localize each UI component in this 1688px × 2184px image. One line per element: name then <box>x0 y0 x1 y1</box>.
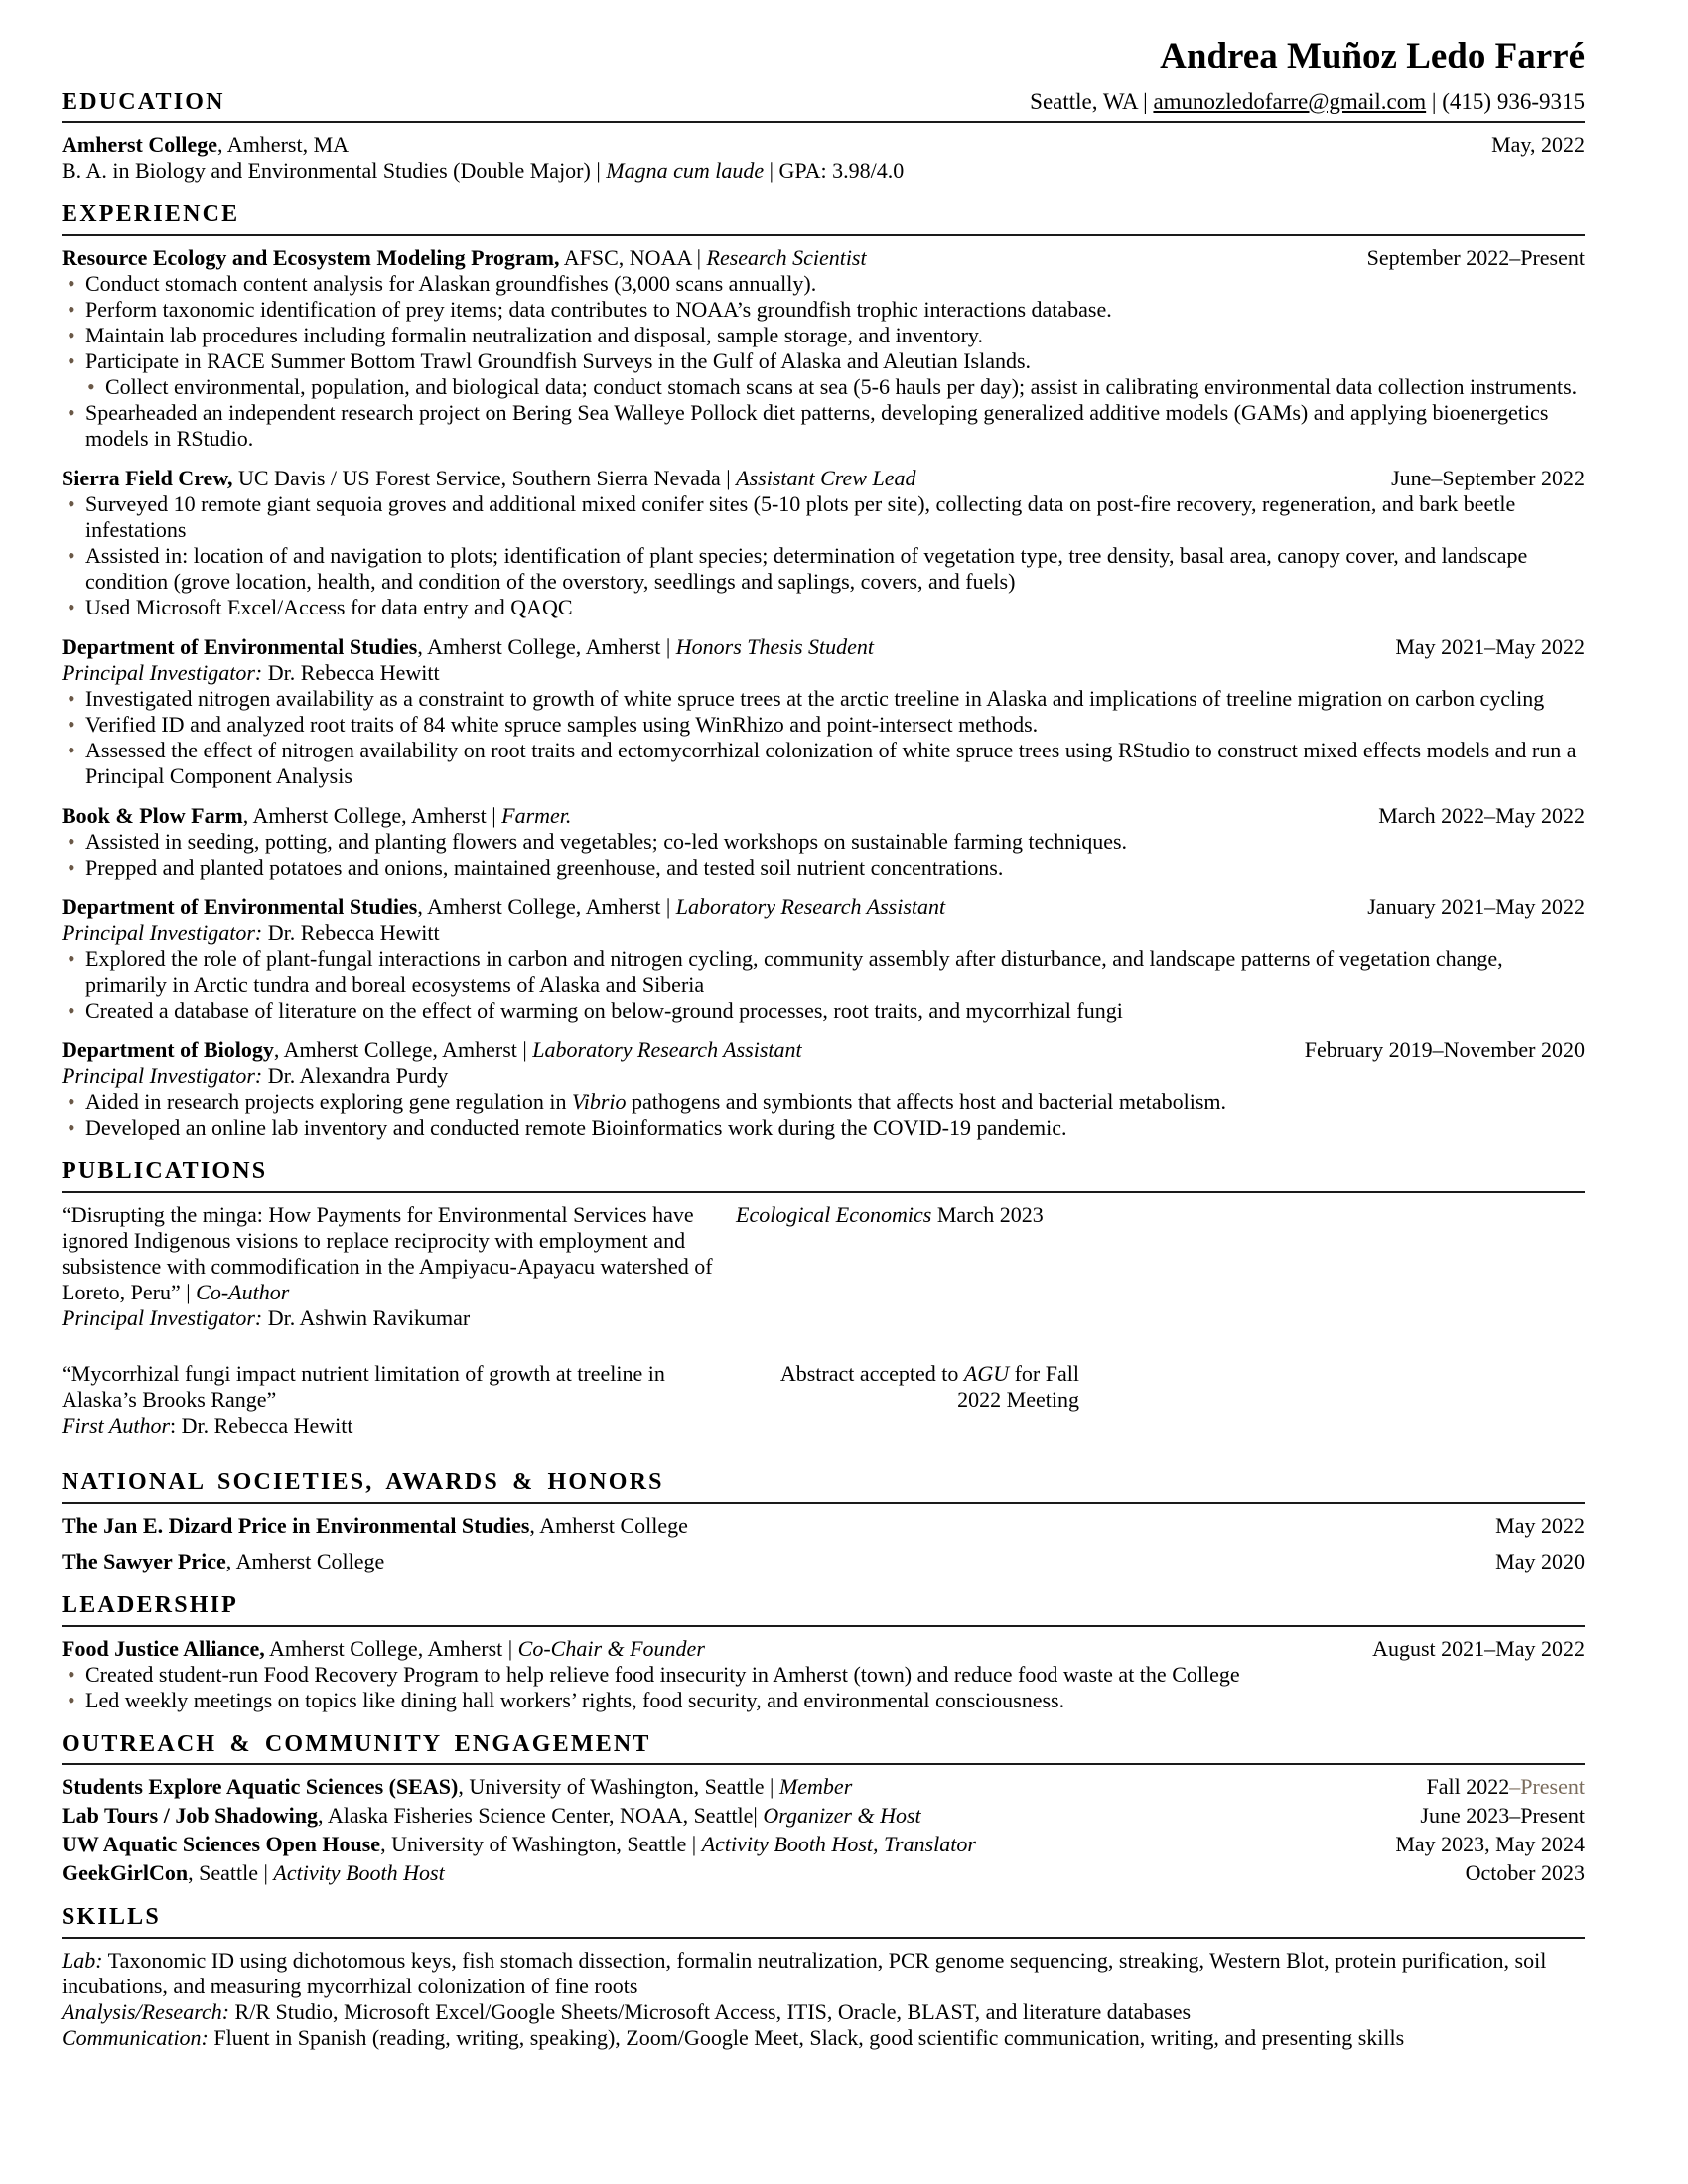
entry-date <box>722 1202 1044 1228</box>
entry-text <box>62 1636 1358 1662</box>
education-entries <box>62 132 1585 184</box>
entry-row <box>62 466 1585 491</box>
bullet-item <box>62 946 1585 998</box>
section-heading: EXPERIENCE <box>62 202 240 228</box>
bullet-item <box>62 686 1585 712</box>
entry-line <box>62 1636 1358 1662</box>
text-run: Created a database of literature on the effect of warming on below-ground processes, root traits, and mycorrhizal fungi <box>85 998 1123 1024</box>
entry-text <box>62 1361 722 1438</box>
bullet-list <box>62 491 1585 620</box>
text-run: Dr. Alexandra Purdy <box>262 1063 449 1089</box>
entry-line <box>62 245 1353 271</box>
text-run: pathogens and symbionts that affects host and bacterial metabolism. <box>626 1089 1226 1115</box>
entry-text <box>62 1513 1481 1539</box>
bullet-item <box>62 1089 1585 1115</box>
section-rule <box>62 121 1585 123</box>
entry-line <box>62 132 1477 158</box>
entry-date <box>722 1361 1079 1413</box>
entry-row <box>62 803 1585 829</box>
bullet-list <box>62 1662 1585 1713</box>
text-run: Co-Chair & Founder <box>517 1635 705 1661</box>
text-run: , University of Washington, Seattle | <box>458 1774 779 1800</box>
entry <box>62 1860 1585 1886</box>
text-run: Assessed the effect of nitrogen availability on root traits and ectomycorrhizal colonization of white spruce trees using RStudio to construct mixed effects models and run a Principal Component Analysis <box>85 738 1577 789</box>
entry <box>62 245 1585 452</box>
entry-line <box>62 1803 1406 1829</box>
entry-row <box>62 1860 1585 1886</box>
bullet-item <box>81 374 1585 400</box>
entry-line <box>62 894 1353 920</box>
section-heading: NATIONAL SOCIETIES, AWARDS & HONORS <box>62 1468 664 1495</box>
entry-line <box>62 1202 722 1305</box>
text-run: , Seattle | <box>188 1860 274 1886</box>
entry-date <box>1353 894 1585 920</box>
text-run: Amherst College, Amherst | <box>264 1635 518 1661</box>
bullet-item <box>62 348 1585 374</box>
entry-text <box>62 132 1477 184</box>
text-run: Assistant Crew Lead <box>736 466 916 491</box>
entry-date <box>1477 132 1585 158</box>
text-run: Created student-run Food Recovery Program to help relieve food insecurity in Amherst (town) and reduce food waste at the College <box>85 1661 1240 1687</box>
entry-row <box>62 132 1585 184</box>
bullet-list <box>62 946 1585 1024</box>
entry-text <box>62 1803 1406 1829</box>
text-run: August 2021–May 2022 <box>1372 1635 1585 1661</box>
entry-row <box>62 1948 1585 2051</box>
section-leadership <box>62 1591 1585 1713</box>
text-run: , Amherst College, Amherst | <box>273 1037 533 1063</box>
entry-text <box>62 1549 1481 1574</box>
section-rule <box>62 234 1585 236</box>
entry <box>62 803 1585 881</box>
text-run: Analysis/Research: <box>62 1999 230 2025</box>
section-rule <box>62 1763 1585 1765</box>
text-run: May, 2022 <box>1491 132 1585 158</box>
entry-line <box>62 2025 1585 2051</box>
text-run: Dr. Rebecca Hewitt <box>262 660 440 686</box>
entry-date <box>1377 466 1585 491</box>
entry <box>62 894 1585 1024</box>
entry-text <box>62 466 1377 491</box>
text-run: Abstract accepted to <box>779 1360 964 1386</box>
text-run: Dr. Rebecca Hewitt <box>262 920 440 946</box>
entry-date <box>1381 634 1585 660</box>
entry-line <box>62 803 1364 829</box>
entry-text <box>62 1860 1452 1886</box>
text-run: Principal Investigator: <box>62 1304 263 1330</box>
section-awards <box>62 1468 1585 1574</box>
entry-line <box>62 1999 1585 2025</box>
entry-line <box>62 1305 722 1331</box>
entry-line <box>62 1413 722 1438</box>
text-run: The Jan E. Dizard Price in Environmental Studies <box>62 1512 530 1538</box>
bullet-item <box>62 712 1585 738</box>
entry-text <box>62 1202 722 1331</box>
entry <box>62 1636 1585 1713</box>
text-run: May 2020 <box>1495 1548 1585 1573</box>
entry-row <box>62 1361 1585 1438</box>
bullet-item <box>62 491 1585 543</box>
text-run: Conduct stomach content analysis for Alaskan groundfishes (3,000 scans annually). <box>85 271 817 297</box>
text-run: Students Explore Aquatic Sciences (SEAS) <box>62 1774 459 1800</box>
text-run: The Sawyer Price <box>62 1548 226 1573</box>
text-run: Principal Investigator: <box>62 920 263 946</box>
entry-line <box>62 920 1353 946</box>
entry-line <box>62 1948 1585 1999</box>
text-run: Activity Booth Host <box>273 1860 445 1886</box>
entry-row <box>62 245 1585 271</box>
entry-row <box>62 894 1585 946</box>
text-run: : Dr. Rebecca Hewitt <box>170 1412 353 1437</box>
text-run: Organizer & Host <box>763 1803 921 1829</box>
entry <box>62 1549 1585 1574</box>
text-run: Aided in research projects exploring gene regulation in <box>85 1089 572 1115</box>
section-heading-education: EDUCATION <box>62 88 225 115</box>
bullet-item <box>62 998 1585 1024</box>
section-heading: OUTREACH & COMMUNITY ENGAGEMENT <box>62 1730 651 1757</box>
text-run: Principal Investigator: <box>62 1063 263 1089</box>
text-run: Department of Environmental Studies <box>62 894 418 920</box>
text-run: Surveyed 10 remote giant sequoia groves and additional mixed conifer sites (5-10 plots per site), collecting data on post-fire recovery, regeneration, and bark beetle infestations <box>85 491 1516 543</box>
entry-line <box>62 1361 722 1413</box>
entry-text <box>62 803 1364 829</box>
section-rule <box>62 1502 1585 1504</box>
text-run: Assisted in: location of and navigation to plots; identification of plant species; determination of vegetation type, tree density, basal area, canopy cover, and landscape condition (grove location, health, and condition of the overstory, seedlings and saplings, covers, and fuels) <box>85 543 1528 595</box>
entry <box>62 1774 1585 1800</box>
text-run: Seattle, WA | <box>1030 88 1154 114</box>
text-run: March 2022–May 2022 <box>1378 803 1585 829</box>
entry-text <box>62 1832 1381 1857</box>
bullet-list <box>62 271 1585 452</box>
entry <box>62 1202 1585 1331</box>
bullet-list <box>62 829 1585 881</box>
text-run: , University of Washington, Seattle | <box>380 1832 702 1857</box>
text-run: , Amherst College <box>225 1548 385 1573</box>
text-run: Participate in RACE Summer Bottom Trawl Groundfish Surveys in the Gulf of Alaska and Aleutian Islands. <box>85 348 1032 374</box>
text-run: Activity Booth Host, Translator <box>701 1832 976 1857</box>
text-run: , Amherst College <box>529 1512 688 1538</box>
text-run: AGU <box>963 1360 1010 1386</box>
entry-text <box>62 894 1353 946</box>
entry-date <box>1481 1513 1585 1539</box>
entry-line <box>62 1832 1381 1857</box>
text-run: Dr. Ashwin Ravikumar <box>262 1304 471 1330</box>
text-run: January 2021–May 2022 <box>1367 894 1585 920</box>
text-run: September 2022–Present <box>1366 245 1585 271</box>
bullet-item <box>62 1115 1585 1141</box>
entry-line <box>62 1860 1452 1886</box>
text-run: UW Aquatic Sciences Open House <box>62 1832 381 1857</box>
text-run: | (415) 936-9315 <box>1426 88 1585 114</box>
section-heading: LEADERSHIP <box>62 1591 239 1618</box>
entry-line <box>62 660 1381 686</box>
entry-date <box>1364 803 1585 829</box>
text-run: Department of Environmental Studies <box>62 634 418 660</box>
text-run: Developed an online lab inventory and conducted remote Bioinformatics work during the COVID-19 pandemic. <box>85 1115 1067 1141</box>
text-run: Explored the role of plant-fungal interactions in carbon and nitrogen cycling, community assembly after disturbance, and landscape patterns of vegetation change, primarily in Arctic tundra and boreal ecosystems of Alaska and Siberia <box>85 946 1503 998</box>
entry-date <box>1358 1636 1585 1662</box>
text-run: R/R Studio, Microsoft Excel/Google Sheets/Microsoft Access, ITIS, Oracle, BLAST, and literature databases <box>229 1999 1192 2025</box>
contact-line <box>1030 89 1585 115</box>
entry-row <box>62 1636 1585 1662</box>
bullet-item <box>62 855 1585 881</box>
text-run: Lab Tours / Job Shadowing <box>62 1803 319 1829</box>
entry <box>62 466 1585 620</box>
text-run: Investigated nitrogen availability as a constraint to growth of white spruce trees at the arctic treeline in Alaska and implications of treeline migration on carbon cycling <box>85 686 1545 712</box>
text-run: Maintain lab procedures including formalin neutralization and disposal, sample storage, and inventory. <box>85 323 983 348</box>
section-heading: SKILLS <box>62 1904 161 1931</box>
bullet-item <box>62 595 1585 620</box>
bullet-item <box>62 543 1585 595</box>
bullet-item <box>62 829 1585 855</box>
bullet-list <box>62 1089 1585 1141</box>
text-run: , Alaska Fisheries Science Center, NOAA, Seattle| <box>318 1803 764 1829</box>
text-run: Book & Plow Farm <box>62 803 243 829</box>
entry-date <box>1353 245 1585 271</box>
entry-row <box>62 1803 1585 1829</box>
entry-date <box>1381 1832 1585 1857</box>
text-run: Member <box>778 1774 853 1800</box>
entry <box>62 1803 1585 1829</box>
entry-row <box>62 1549 1585 1574</box>
text-run: Spearheaded an independent research project on Bering Sea Walleye Pollock diet patterns, developing generalized additive models (GAMs) and applying bioenergetics models in RStudio. <box>85 400 1549 452</box>
text-run: May 2021–May 2022 <box>1395 634 1585 660</box>
text-run: | GPA: 3.98/4.0 <box>764 158 905 184</box>
entry-text <box>62 1774 1413 1800</box>
section-rule <box>62 1937 1585 1939</box>
text-run: Verified ID and analyzed root traits of 84 white spruce samples using WinRhizo and point-intersect methods. <box>85 712 1039 738</box>
entry <box>62 634 1585 789</box>
entry-text <box>62 634 1381 686</box>
bullet-item <box>62 400 1585 452</box>
text-run: for Fall 2022 Meeting <box>957 1360 1079 1412</box>
section-outreach <box>62 1730 1585 1887</box>
text-run: March 2023 <box>931 1201 1044 1227</box>
text-run: “Mycorrhizal fungi impact nutrient limitation of growth at treeline in Alaska’s Brooks Range” <box>62 1360 665 1412</box>
text-run: May 2022 <box>1495 1512 1585 1538</box>
text-run: Food Justice Alliance, <box>62 1635 265 1661</box>
text-run: Resource Ecology and Ecosystem Modeling Program, <box>62 245 560 271</box>
text-run: –Present <box>1509 1774 1585 1800</box>
entry-date <box>1481 1549 1585 1574</box>
resume-sections <box>62 201 1585 2051</box>
text-run: Collect environmental, population, and biological data; conduct stomach scans at sea (5-6 hauls per day); assist in calibrating environmental data collection instruments. <box>105 374 1578 400</box>
text-run: Communication: <box>62 2025 209 2051</box>
text-run: Perform taxonomic identification of prey items; data contributes to NOAA’s groundfish trophic interactions database. <box>85 297 1112 323</box>
entry-line <box>62 1063 1291 1089</box>
entry-date <box>1406 1803 1585 1829</box>
entry-row <box>62 634 1585 686</box>
text-run: UC Davis / US Forest Service, Southern Sierra Nevada | <box>232 466 737 491</box>
section-experience <box>62 201 1585 1141</box>
section-skills <box>62 1903 1585 2051</box>
entry-date <box>1413 1774 1586 1800</box>
entry <box>62 1948 1585 2051</box>
text-run: Honors Thesis Student <box>675 634 875 660</box>
entry-text <box>62 1037 1291 1089</box>
entry-row <box>62 1513 1585 1539</box>
text-run: , Amherst, MA <box>217 132 350 158</box>
text-run: Led weekly meetings on topics like dining hall workers’ rights, food security, and environmental consciousness. <box>85 1687 1065 1712</box>
bullet-list <box>62 686 1585 789</box>
section-rule <box>62 1191 1585 1193</box>
entry <box>62 1361 1585 1438</box>
text-run: Department of Biology <box>62 1037 274 1063</box>
text-run: , Amherst College, Amherst | <box>242 803 502 829</box>
bullet-item <box>62 738 1585 789</box>
text-run: Farmer. <box>501 803 572 829</box>
entry-line <box>62 1774 1413 1800</box>
text-run: Laboratory Research Assistant <box>532 1037 802 1063</box>
text-run: B. A. in Biology and Environmental Studies (Double Major) | <box>62 158 607 184</box>
entry <box>62 1832 1585 1857</box>
text-run: “Disrupting the minga: How Payments for Environmental Services have ignored Indigenous visions to replace reciprocity with employment and subsistence with commodification in the Ampiyacu-Apayacu watershed of Loreto, Peru” | <box>62 1201 713 1304</box>
entry-text <box>62 1948 1585 2051</box>
entry <box>62 132 1585 184</box>
text-run: GeekGirlCon <box>62 1860 189 1886</box>
text-run: October 2023 <box>1465 1860 1585 1886</box>
text-run: Lab: <box>62 1948 103 1974</box>
text-run: Prepped and planted potatoes and onions, maintained greenhouse, and tested soil nutrient concentrations. <box>85 855 1004 881</box>
entry <box>62 1037 1585 1141</box>
bullet-item <box>62 1688 1585 1713</box>
entry-line <box>62 158 1477 184</box>
bullet-item <box>62 323 1585 348</box>
text-run: , Amherst College, Amherst | <box>417 634 676 660</box>
text-run: May 2023, May 2024 <box>1395 1832 1585 1857</box>
education-header-row <box>62 88 1585 117</box>
text-run: Assisted in seeding, potting, and planting flowers and vegetables; co-led workshops on sustainable farming techniques. <box>85 829 1128 855</box>
bullet-item <box>62 271 1585 297</box>
text-run: June 2023–Present <box>1420 1803 1585 1829</box>
text-run: June–September 2022 <box>1391 466 1585 491</box>
section-publications <box>62 1158 1585 1438</box>
text-run: Research Scientist <box>706 245 867 271</box>
text-run: First Author <box>62 1412 171 1437</box>
entry-line <box>62 1549 1481 1574</box>
entry-row <box>62 1202 1585 1331</box>
text-run: Sierra Field Crew, <box>62 466 233 491</box>
text-run: February 2019–November 2020 <box>1304 1037 1585 1063</box>
entry-row <box>62 1774 1585 1800</box>
section-heading: PUBLICATIONS <box>62 1159 268 1185</box>
text-run: Ecological Economics <box>736 1201 932 1227</box>
entry-text <box>62 245 1353 271</box>
text-run: Taxonomic ID using dichotomous keys, fish stomach dissection, formalin neutralization, PCR genome sequencing, streaking, Western Blot, protein purification, soil incubations, and measuring mycorrhizal colonization of fine roots <box>62 1948 1547 1999</box>
text-run: Fall 2022 <box>1426 1774 1510 1800</box>
entry-line <box>62 1513 1481 1539</box>
bullet-item <box>62 297 1585 323</box>
entry-date <box>1452 1860 1585 1886</box>
person-name: Andrea Muñoz Ledo Farré <box>1160 36 1585 76</box>
entry-line <box>62 466 1377 491</box>
text-run: , Amherst College, Amherst | <box>417 894 676 920</box>
text-run: Fluent in Spanish (reading, writing, speaking), Zoom/Google Meet, Slack, good scientific communication, writing, and presenting skills <box>208 2025 1405 2051</box>
entry-row <box>62 1832 1585 1857</box>
entry-line <box>62 634 1381 660</box>
entry-date <box>1291 1037 1585 1063</box>
text-run: Amherst College <box>62 132 218 158</box>
text-run: Co-Author <box>196 1279 290 1304</box>
entry-line <box>62 1037 1291 1063</box>
section-rule <box>62 1625 1585 1627</box>
text-run: Principal Investigator: <box>62 660 263 686</box>
entry <box>62 1513 1585 1539</box>
text-run: AFSC, NOAA | <box>559 245 707 271</box>
text-run: Used Microsoft Excel/Access for data entry and QAQC <box>85 595 573 620</box>
email-link[interactable]: amunozledofarre@gmail.com <box>1153 88 1427 114</box>
entry-row <box>62 1037 1585 1089</box>
bullet-item <box>62 1662 1585 1688</box>
text-run: Vibrio <box>571 1089 627 1115</box>
text-run: Magna cum laude <box>606 158 765 184</box>
text-run: Laboratory Research Assistant <box>675 894 946 920</box>
